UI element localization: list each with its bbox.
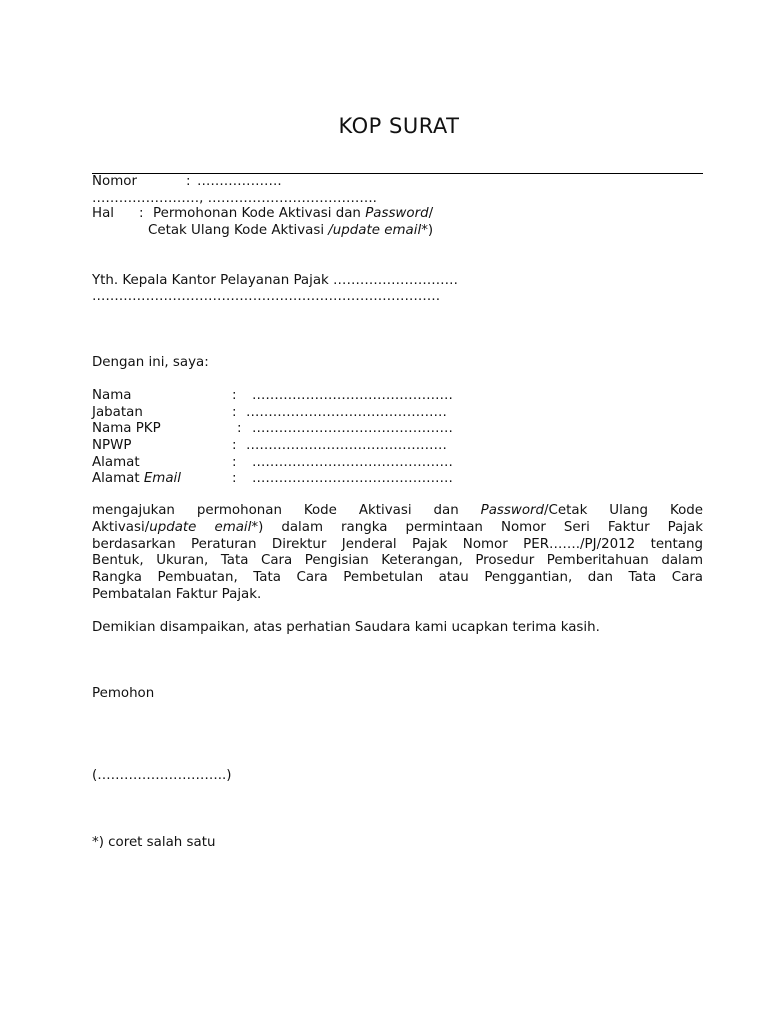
field-label-jabatan: Jabatan	[92, 405, 143, 420]
field-colon: :	[232, 438, 237, 453]
field-colon: :	[232, 455, 237, 470]
field-colon: :	[232, 471, 237, 486]
paragraph-line: berdasarkan Peraturan Direktur Jenderal Pajak Nomor PER……./PJ/2012 tentang	[92, 536, 703, 552]
nomor-value: ……………….	[197, 174, 282, 189]
hal-subject-line-1: Permohonan Kode Aktivasi dan Password/	[153, 206, 434, 221]
field-colon: :	[232, 405, 237, 420]
field-value-jabatan: ………………………………………	[246, 405, 447, 420]
signer-label: Pemohon	[92, 686, 155, 701]
paragraph-line: Pembatalan Faktur Pajak.	[92, 586, 262, 602]
request-paragraph	[92, 503, 703, 604]
paragraph-line: Bentuk, Ukuran, Tata Cara Pengisian Keterangan, Prosedur Pemberitahuan dalam	[92, 553, 703, 569]
field-colon: :	[237, 421, 242, 436]
paragraph-line: Aktivasi/update email*) dalam rangka permintaan Nomor Seri Faktur Pajak	[92, 519, 704, 535]
field-value-alamat: ………………………………………	[252, 455, 453, 470]
field-label-npwp: NPWP	[92, 438, 132, 453]
field-label-alamat-email: Alamat Email	[92, 471, 181, 486]
field-label-nama: Nama	[92, 388, 132, 403]
closing-sentence: Demikian disampaikan, atas perhatian Saudara kami ucapkan terima kasih.	[92, 620, 600, 635]
signature-placeholder: (………………………..)	[92, 768, 232, 783]
intro-text: Dengan ini, saya:	[92, 355, 209, 370]
footnote: *) coret salah satu	[92, 835, 216, 850]
hal-colon: :	[139, 206, 144, 221]
field-label-nama-pkp: Nama PKP	[92, 421, 161, 436]
hal-label: Hal	[92, 206, 114, 221]
field-value-nama: ………………………………………	[252, 388, 453, 403]
field-label-alamat: Alamat	[92, 455, 140, 470]
field-value-npwp: ………………………………………	[246, 438, 447, 453]
paragraph-line: mengajukan permohonan Kode Aktivasi dan Password/Cetak Ulang Kode	[92, 503, 703, 518]
field-colon: :	[232, 388, 237, 403]
paragraph-line: Rangka Pembuatan, Tata Cara Pembetulan atau Penggantian, dan Tata Cara	[92, 570, 703, 586]
place-date-line: ……………………, ………………………………..	[92, 191, 377, 206]
recipient-line-1: Yth. Kepala Kantor Pelayanan Pajak ……………………….	[92, 273, 458, 288]
heading-divider	[92, 173, 703, 174]
field-value-nama-pkp: ………………………………………	[252, 421, 453, 436]
hal-subject-line-2: Cetak Ulang Kode Aktivasi /update email*)	[148, 223, 434, 238]
nomor-colon: :	[186, 174, 191, 189]
field-value-alamat-email: ………………………………………	[252, 471, 453, 486]
recipient-line-2: ……………………………………………………………………	[92, 289, 441, 304]
letter-heading: KOP SURAT	[338, 114, 460, 138]
nomor-label: Nomor	[92, 174, 137, 189]
